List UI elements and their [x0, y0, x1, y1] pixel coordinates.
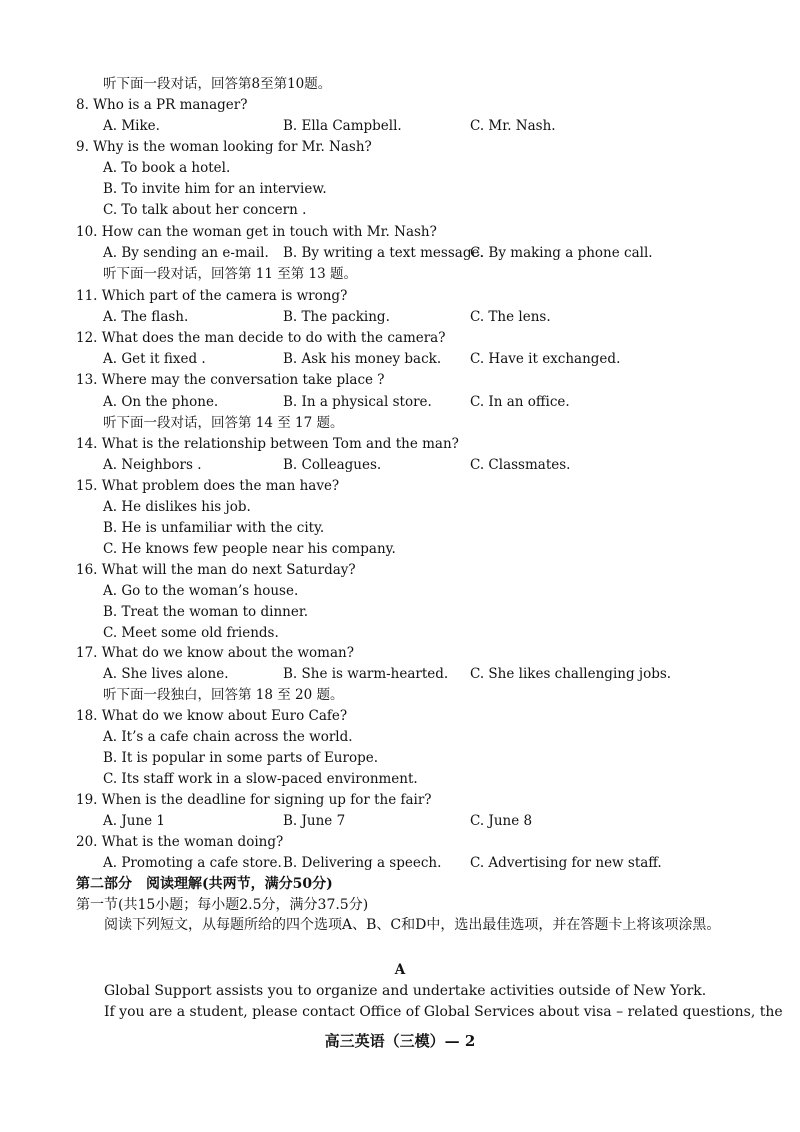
q8-option-c: C. Mr. Nash. — [470, 118, 556, 134]
q15-option-b: B. He is unfamiliar with the city. — [103, 520, 325, 536]
question-13: 13. Where may the conversation take place ? — [76, 372, 385, 388]
q19-option-c: C. June 8 — [470, 813, 533, 829]
q18-option-a: A. It’s a cafe chain across the world. — [103, 729, 353, 745]
q15-option-c: C. He knows few people near his company. — [103, 541, 396, 557]
question-11: 11. Which part of the camera is wrong? — [76, 288, 348, 304]
q9-option-a: A. To book a hotel. — [103, 160, 231, 176]
q16-option-b: B. Treat the woman to dinner. — [103, 604, 309, 620]
q14-option-c: C. Classmates. — [470, 457, 571, 473]
q14-option-a: A. Neighbors . — [103, 457, 202, 473]
q20-option-c: C. Advertising for new staff. — [470, 855, 662, 871]
q13-option-c: C. In an office. — [470, 394, 570, 410]
q19-option-a: A. June 1 — [103, 813, 166, 829]
question-17: 17. What do we know about the woman? — [76, 645, 354, 661]
q12-option-c: C. Have it exchanged. — [470, 351, 621, 367]
q17-option-b: B. She is warm-hearted. — [283, 666, 449, 682]
q15-option-a: A. He dislikes his job. — [103, 499, 251, 515]
reading-instructions: 阅读下列短文，从每题所给的四个选项A、B、C和D中，选出最佳选项，并在答题卡上将该项涂黑。 — [104, 917, 721, 933]
q16-option-a: A. Go to the woman’s house. — [103, 583, 299, 599]
q18-option-c: C. Its staff work in a slow-paced environment. — [103, 771, 418, 787]
q8-option-b: B. Ella Campbell. — [283, 118, 402, 134]
q10-option-b: B. By writing a text message. — [283, 245, 484, 261]
q19-option-b: B. June 7 — [283, 813, 346, 829]
q11-option-a: A. The flash. — [103, 309, 189, 325]
question-10: 10. How can the woman get in touch with Mr. Nash? — [76, 224, 437, 240]
section-intro: 听下面一段对话，回答第 11 至第 13 题。 — [103, 266, 358, 282]
question-9: 9. Why is the woman looking for Mr. Nash? — [76, 139, 372, 155]
q9-option-b: B. To invite him for an interview. — [103, 181, 327, 197]
q20-option-b: B. Delivering a speech. — [283, 855, 442, 871]
q17-option-a: A. She lives alone. — [103, 666, 229, 682]
question-16: 16. What will the man do next Saturday? — [76, 562, 356, 578]
q18-option-b: B. It is popular in some parts of Europe. — [103, 750, 379, 766]
question-12: 12. What does the man decide to do with the camera? — [76, 330, 446, 346]
q14-option-b: B. Colleagues. — [283, 457, 382, 473]
q8-option-a: A. Mike. — [103, 118, 160, 134]
q12-option-a: A. Get it fixed . — [103, 351, 206, 367]
passage-paragraph: Global Support assists you to organize and undertake activities outside of New York. — [104, 983, 707, 999]
q9-option-c: C. To talk about her concern . — [103, 202, 307, 218]
part-two-title: 第二部分 阅读理解(共两节，满分50分) — [76, 876, 333, 892]
q10-option-c: C. By making a phone call. — [470, 245, 653, 261]
section-intro: 听下面一段对话，回答第 14 至 17 题。 — [103, 415, 344, 431]
question-15: 15. What problem does the man have? — [76, 478, 340, 494]
section-intro: 听下面一段独白，回答第 18 至 20 题。 — [103, 687, 344, 703]
q20-option-a: A. Promoting a cafe store. — [103, 855, 282, 871]
q17-option-c: C. She likes challenging jobs. — [470, 666, 672, 682]
section-one-title: 第一节(共15小题；每小题2.5分，满分37.5分) — [76, 897, 369, 913]
question-8: 8. Who is a PR manager? — [76, 97, 248, 113]
q12-option-b: B. Ask his money back. — [283, 351, 442, 367]
passage-letter: A — [394, 962, 406, 978]
section-intro: 听下面一段对话，回答第8至第10题。 — [103, 76, 332, 92]
q11-option-c: C. The lens. — [470, 309, 551, 325]
q13-option-b: B. In a physical store. — [283, 394, 432, 410]
q13-option-a: A. On the phone. — [103, 394, 219, 410]
question-20: 20. What is the woman doing? — [76, 834, 284, 850]
q11-option-b: B. The packing. — [283, 309, 390, 325]
passage-paragraph: If you are a student, please contact Office of Global Services about visa – related questions, the — [104, 1004, 783, 1020]
question-18: 18. What do we know about Euro Cafe? — [76, 708, 348, 724]
q10-option-a: A. By sending an e-mail. — [103, 245, 269, 261]
question-19: 19. When is the deadline for signing up for the fair? — [76, 792, 432, 808]
question-14: 14. What is the relationship between Tom and the man? — [76, 436, 459, 452]
q16-option-c: C. Meet some old friends. — [103, 625, 279, 641]
page-footer: 高三英语（三模）— 2 — [324, 1032, 476, 1050]
